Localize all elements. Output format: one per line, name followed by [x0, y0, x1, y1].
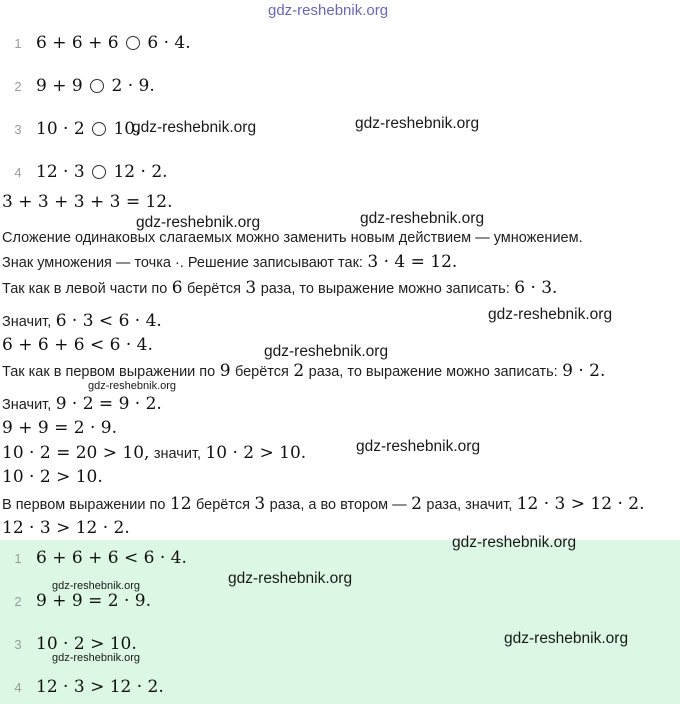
watermark: gdz-reshebnik.org	[360, 210, 485, 227]
task-number: 1	[14, 35, 22, 51]
watermark: gdz-reshebnik.org	[52, 580, 141, 592]
watermark: gdz-reshebnik.org	[504, 630, 629, 647]
solution-line-6: 6 + 6 + 6 < 6 · 4.	[2, 335, 153, 355]
answer-number: 3	[14, 636, 22, 652]
answer-item-1	[0, 546, 187, 570]
task-number: 2	[14, 78, 22, 94]
solution-line-8: Значит, 9 · 2 = 9 · 2.	[2, 394, 162, 414]
watermark: gdz-reshebnik.org	[452, 534, 577, 551]
watermark: gdz-reshebnik.org	[88, 380, 177, 392]
solution-line-7: Так как в первом выражении по 9 берётся 2 раза, то выражение можно записать: 9 · 2.	[2, 361, 606, 381]
watermark: gdz-reshebnik.org	[136, 214, 261, 231]
task-number: 3	[14, 121, 22, 137]
solution-line-10: 10 · 2 = 20 > 10, значит, 10 · 2 > 10.	[2, 443, 307, 463]
watermark: gdz-reshebnik.org	[355, 115, 480, 132]
solution-line-1: 3 + 3 + 3 + 3 = 12.	[2, 192, 173, 212]
answer-expression: 12 · 3 > 12 · 2.	[36, 677, 164, 697]
answer-number: 2	[14, 593, 22, 609]
watermark: gdz-reshebnik.org	[52, 652, 141, 664]
watermark: gdz-reshebnik.org	[132, 119, 257, 136]
answer-expression: 9 + 9 = 2 · 9.	[36, 591, 151, 611]
watermark: gdz-reshebnik.org	[488, 306, 613, 323]
watermark-top: gdz-reshebnik.org	[268, 2, 389, 19]
answer-number: 1	[14, 550, 22, 566]
compare-circle-icon	[92, 122, 106, 136]
answer-item-2	[0, 589, 151, 613]
compare-circle-icon	[90, 79, 104, 93]
solution-line-3: Знак умножения — точка ·. Решение записывают так: 3 · 4 = 12.	[2, 252, 458, 272]
answer-expression: 6 + 6 + 6 < 6 · 4.	[36, 548, 187, 568]
watermark: gdz-reshebnik.org	[356, 438, 481, 455]
solution-line-12: В первом выражении по 12 берётся 3 раза, а во втором — 2 раза, значит, 12 · 3 > 12 · 2.	[2, 494, 645, 514]
compare-circle-icon	[126, 36, 140, 50]
answer-panel	[0, 540, 680, 704]
answer-item-4	[0, 675, 164, 699]
watermark: gdz-reshebnik.org	[264, 343, 389, 360]
answer-expression: 10 · 2 > 10.	[36, 634, 137, 654]
solution-line-4: Так как в левой части по 6 берётся 3 раза, то выражение можно записать: 6 · 3.	[2, 278, 558, 298]
solution-line-13: 12 · 3 > 12 · 2.	[2, 518, 130, 538]
task-item-3	[0, 117, 141, 141]
answer-number: 4	[14, 679, 22, 695]
task-item-2	[0, 74, 155, 98]
solution-line-2: Сложение одинаковых слагаемых можно заменить новым действием — умножением.	[2, 230, 583, 246]
watermark: gdz-reshebnik.org	[228, 570, 353, 587]
task-expression: 10 · 2 10.	[36, 119, 141, 139]
task-expression: 12 · 3 12 · 2.	[36, 162, 168, 182]
task-expression: 6 + 6 + 6 6 · 4.	[36, 33, 191, 53]
task-item-4	[0, 160, 168, 184]
solution-line-11: 10 · 2 > 10.	[2, 467, 103, 487]
task-expression: 9 + 9 2 · 9.	[36, 76, 155, 96]
solution-line-9: 9 + 9 = 2 · 9.	[2, 418, 117, 438]
solution-line-5: Значит, 6 · 3 < 6 · 4.	[2, 311, 162, 331]
compare-circle-icon	[92, 165, 106, 179]
task-number: 4	[14, 164, 22, 180]
task-item-1	[0, 31, 191, 55]
